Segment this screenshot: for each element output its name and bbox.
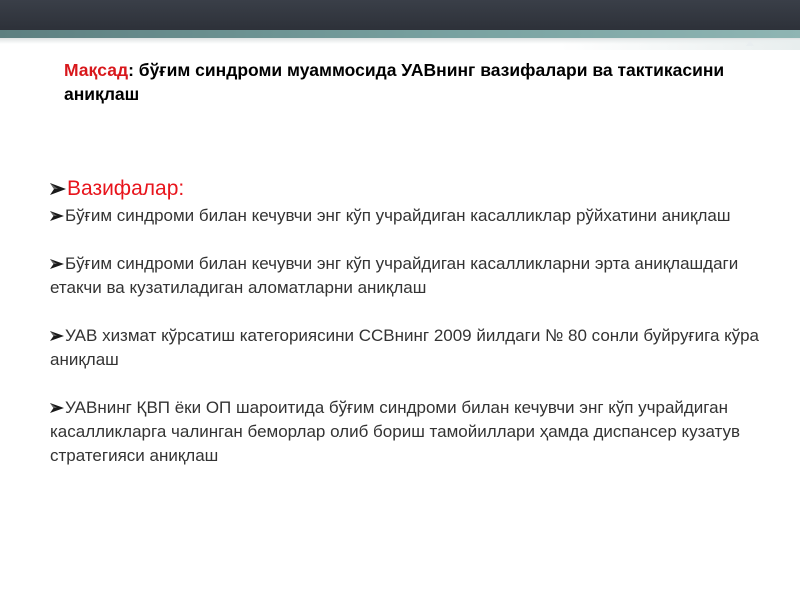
- task-item: [50, 204, 760, 228]
- title-text: бўғим синдроми муаммосида УАВнинг вазифалари ва тактикасини аниқлаш: [64, 60, 725, 104]
- task-item: [50, 252, 760, 300]
- header-accent-stripe: [0, 30, 800, 38]
- arrow-bullet-icon: [50, 182, 66, 196]
- task-item-text: Бўғим синдроми билан кечувчи энг кўп учрайдиган касалликлар рўйхатини аниқлаш: [65, 206, 731, 225]
- header-highlight: [560, 40, 800, 50]
- title-prefix: Мақсад: [64, 60, 129, 80]
- tasks-heading: [50, 174, 760, 204]
- slide-title: [64, 58, 744, 106]
- task-item-text: УАВ хизмат кўрсатиш категориясини ССВнинг 2009 йилдаги № 80 сонли буйруғига кўра аниқлаш: [50, 326, 760, 369]
- task-item-text: УАВнинг ҚВП ёки ОП шароитида бўғим синдроми билан кечувчи энг кўп учрайдиган касалликларга чалинган беморлар олиб бориш тамойиллари ҳамда диспансер кузатув стратегияси аниқлаш: [50, 398, 741, 465]
- slide-content: [50, 174, 760, 468]
- header-band: [0, 0, 800, 30]
- arrow-bullet-icon: [50, 402, 64, 414]
- task-item-text: Бўғим синдроми билан кечувчи энг кўп учрайдиган касалликларни эрта аниқлашдаги етакчи ва кузатиладиган аломатларни аниқлаш: [50, 254, 739, 297]
- title-colon: :: [128, 60, 134, 80]
- task-item: [50, 396, 760, 468]
- tasks-heading-label: Вазифалар:: [67, 177, 185, 200]
- task-item: [50, 324, 760, 372]
- arrow-bullet-icon: [50, 258, 64, 270]
- triangle-marker-icon: [746, 40, 754, 46]
- arrow-bullet-icon: [50, 210, 64, 222]
- arrow-bullet-icon: [50, 330, 64, 342]
